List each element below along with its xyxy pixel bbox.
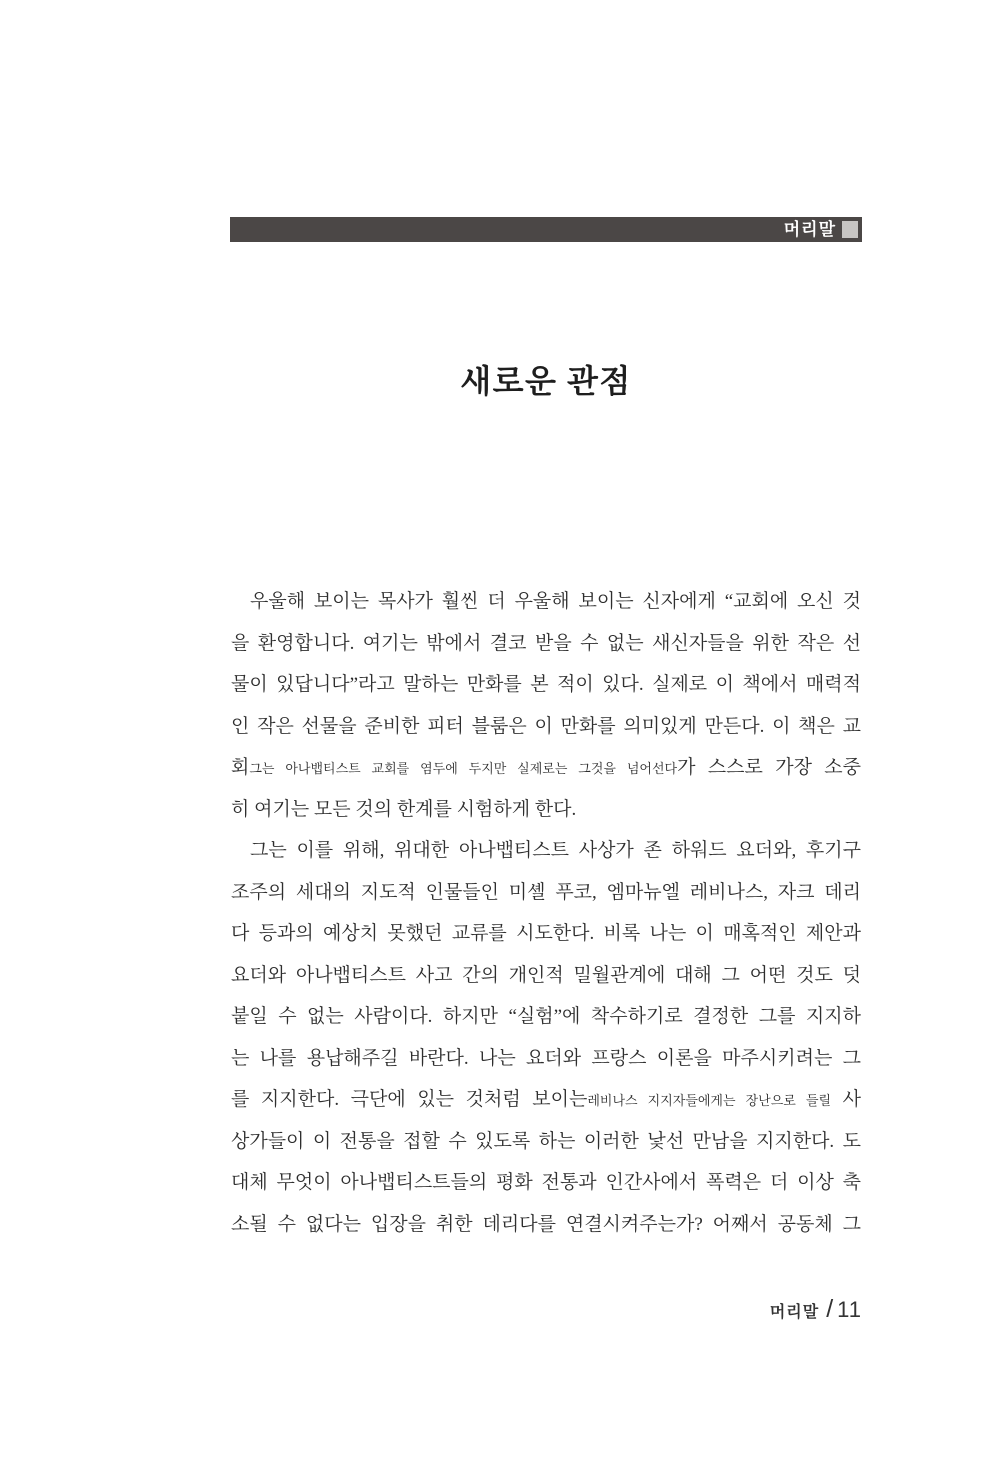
body-segment: 을 환영합니다. 여기는 밖에서 결코 받을 수 없는 새신자들을 위한 작은 선 [231, 632, 861, 654]
body-line [231, 706, 861, 748]
body-segment: 가 스스로 가장 소중 [677, 757, 861, 778]
page-number: 11 [837, 1297, 862, 1322]
footer-separator: / [826, 1295, 834, 1323]
section-header-bar [230, 217, 862, 242]
body-line [231, 623, 861, 665]
body-segment: 대체 무엇이 아나뱁티스트들의 평화 전통과 인간사에서 폭력은 더 이상 축 [231, 1172, 861, 1193]
header-corner-tab [842, 221, 858, 238]
page-footer [230, 1295, 862, 1324]
body-segment: 소될 수 없다는 입장을 취한 데리다를 연결시켜주는가? 어째서 공동체 그 [231, 1213, 861, 1235]
body-line [231, 1121, 861, 1163]
body-line [231, 955, 861, 997]
body-line [231, 913, 861, 955]
body-line [231, 664, 861, 706]
body-line [231, 996, 861, 1038]
body-text [231, 581, 861, 1245]
body-segment: 사 [831, 1089, 861, 1110]
body-segment: 붙일 수 없는 사람이다. 하지만 “실험”에 착수하기로 결정한 그를 지지하 [231, 1006, 861, 1027]
body-segment: 인 작은 선물을 준비한 피터 블룸은 이 만화를 의미있게 만든다. 이 책은 교 [231, 715, 861, 737]
inline-note: 레비나스 지지자들에게는 장난으로 들릴 [587, 1093, 832, 1108]
body-segment: 회 [231, 757, 250, 778]
footer-section-label: 머리말 [769, 1304, 820, 1321]
body-segment: 상가들이 이 전통을 접할 수 있도록 하는 이러한 낯선 만남을 지지한다. 도 [231, 1130, 861, 1152]
body-segment: 그는 이를 위해, 위대한 아나뱁티스트 사상가 존 하워드 요더와, 후기구 [250, 840, 861, 861]
body-segment: 조주의 세대의 지도적 인물들인 미셸 푸코, 엠마뉴엘 레비나스, 자크 데리 [231, 881, 861, 903]
body-line [231, 581, 861, 623]
body-segment: 물이 있답니다”라고 말하는 만화를 본 적이 있다. 실제로 이 책에서 매력적 [231, 674, 861, 695]
body-segment: 는 나를 용납해주길 바란다. 나는 요더와 프랑스 이론을 마주시키려는 그 [231, 1047, 861, 1069]
body-line [231, 1079, 861, 1121]
inline-note: 그는 아나뱁티스트 교회를 염두에 두지만 실제로는 그것을 넘어선다 [249, 761, 678, 776]
body-line [231, 789, 861, 831]
body-segment: 히 여기는 모든 것의 한계를 시험하게 한다. [231, 798, 577, 820]
body-line [231, 872, 861, 914]
body-line [231, 1204, 861, 1246]
body-segment: 우울해 보이는 목사가 훨씬 더 우울해 보이는 신자에게 “교회에 오신 것 [250, 591, 861, 612]
body-line [231, 830, 861, 872]
body-line [231, 1162, 861, 1204]
body-segment: 를 지지한다. 극단에 있는 것처럼 보이는 [231, 1089, 588, 1110]
section-header-label: 머리말 [783, 220, 836, 239]
body-segment: 다 등과의 예상치 못했던 교류를 시도한다. 비록 나는 이 매혹적인 제안과 [231, 923, 861, 944]
body-line [231, 747, 861, 789]
chapter-title: 새로운 관점 [460, 363, 632, 399]
body-segment: 요더와 아나뱁티스트 사고 간의 개인적 밀월관계에 대해 그 어떤 것도 덧 [231, 964, 861, 986]
body-line [231, 1038, 861, 1080]
